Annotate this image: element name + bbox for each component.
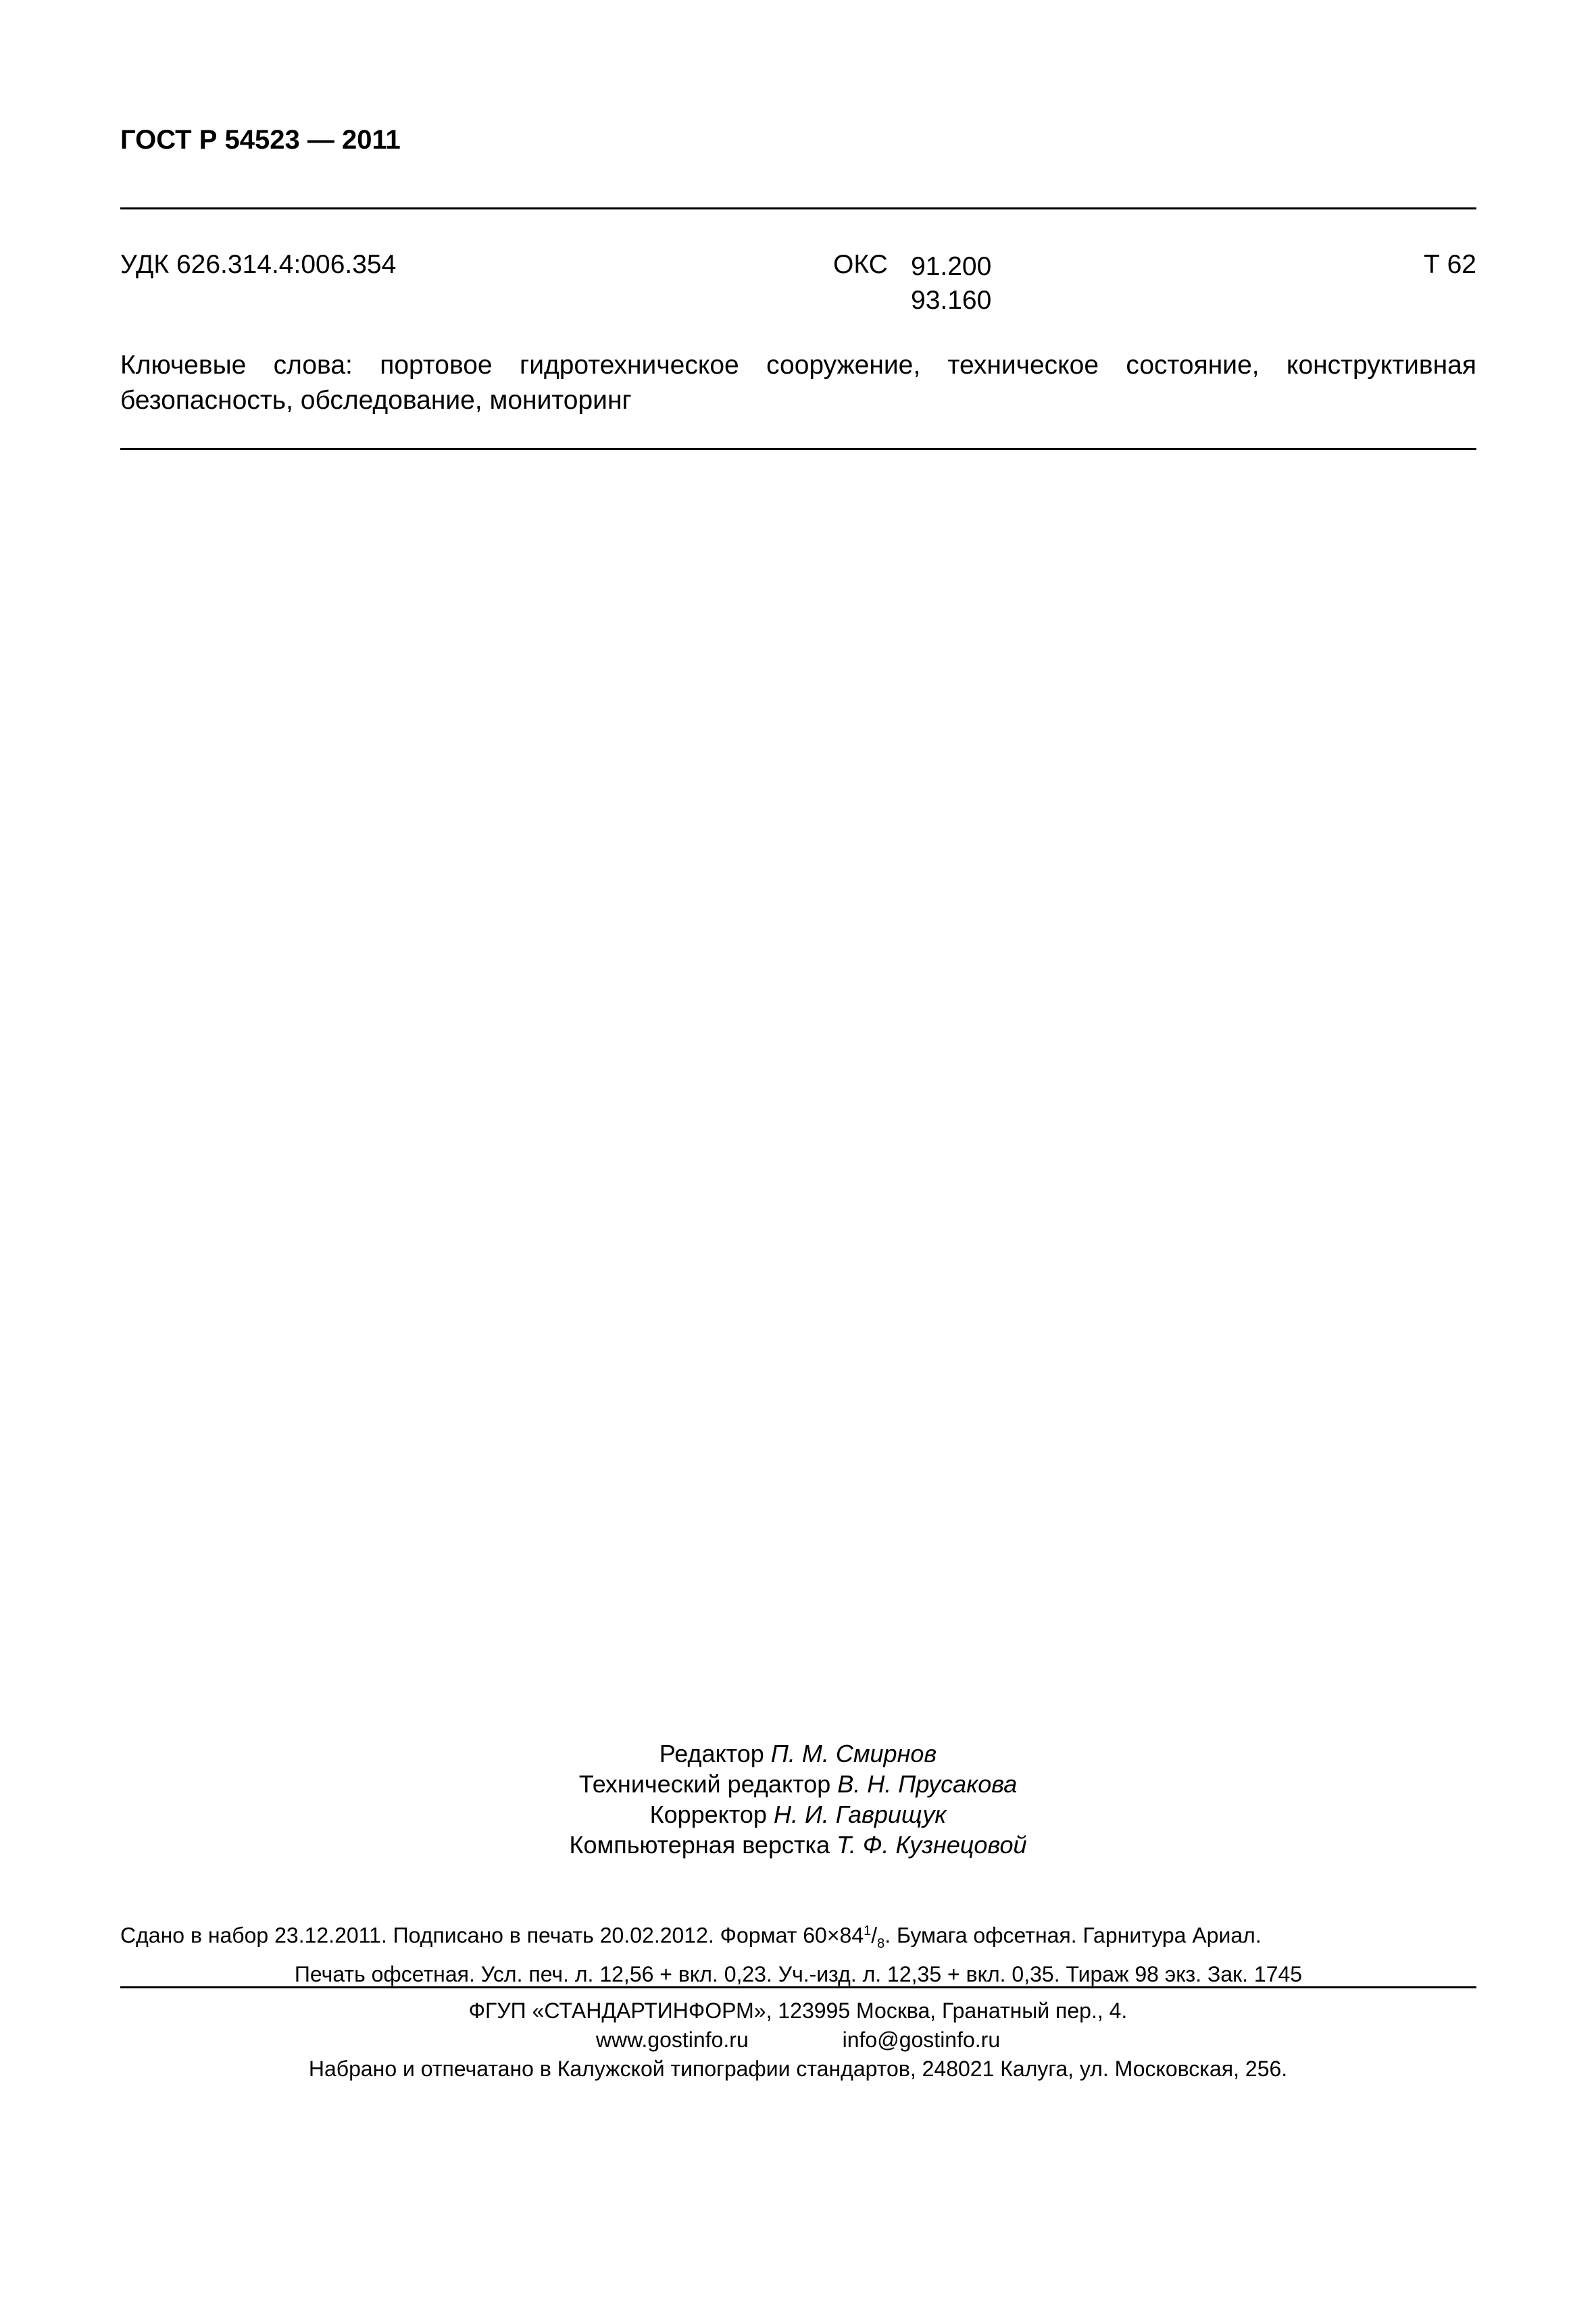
printing-house: Набрано и отпечатано в Калужской типографии стандартов, 248021 Калуга, ул. Московская, 256. (308, 2057, 1288, 2081)
rubric-code: Т 62 (1423, 250, 1476, 279)
imprint-line (120, 1916, 1476, 1959)
publisher-email: info@gostinfo.ru (842, 2028, 1001, 2052)
credit-role: Технический редактор (578, 1770, 831, 1798)
format-denominator: 8 (877, 1936, 885, 1952)
imprint-text: Сдано в набор 23.12.2011. Подписано в печать 20.02.2012. Формат 60×84 (120, 1923, 864, 1948)
credit-name: Н. И. Гаврищук (773, 1801, 947, 1828)
publisher-address: ФГУП «СТАНДАРТИНФОРМ», 123995 Москва, Гранатный пер., 4. (468, 1998, 1128, 2023)
oks-code: 91.200 (911, 252, 992, 281)
credit-line (0, 1738, 1596, 1769)
document-number: ГОСТ Р 54523 — 2011 (120, 125, 401, 155)
keywords-rule (120, 448, 1476, 450)
credit-role: Компьютерная верстка (569, 1831, 830, 1859)
udk-code: УДК 626.314.4:006.354 (120, 250, 397, 279)
oks-codes (911, 250, 991, 318)
credit-name: В. Н. Прусакова (837, 1770, 1018, 1798)
credit-line (0, 1830, 1596, 1860)
format-numerator: 1 (864, 1923, 872, 1938)
classification-row (120, 250, 1476, 324)
publisher-website: www.gostinfo.ru (595, 2028, 749, 2052)
editorial-credits (0, 1738, 1596, 1860)
oks-label: ОКС (833, 250, 888, 279)
keywords-text: Ключевые слова: портовое гидротехническое сооружение, техническое состояние, конструктивная безопасность, обследование, мониторинг (120, 351, 1476, 415)
imprint-text: . Бумага офсетная. Гарнитура Ариал. (884, 1923, 1262, 1948)
credit-name: Т. Ф. Кузнецовой (837, 1831, 1027, 1859)
credit-line (0, 1799, 1596, 1830)
print-imprint (120, 1916, 1476, 1990)
publisher-contacts (0, 2026, 1596, 2055)
imprint-rule (120, 1986, 1476, 1988)
imprint-line: Печать офсетная. Усл. печ. л. 12,56 + вкл. 0,23. Уч.-изд. л. 12,35 + вкл. 0,35. Тираж 98 экз. Зак. 1745 (294, 1962, 1303, 1987)
credit-name: П. М. Смирнов (770, 1740, 937, 1767)
publisher-info (0, 1996, 1596, 2084)
credit-line (0, 1769, 1596, 1799)
oks-code: 93.160 (911, 286, 992, 315)
top-rule (120, 207, 1476, 209)
credit-role: Редактор (659, 1740, 764, 1767)
format-separator: / (871, 1923, 878, 1948)
credit-role: Корректор (649, 1801, 767, 1828)
